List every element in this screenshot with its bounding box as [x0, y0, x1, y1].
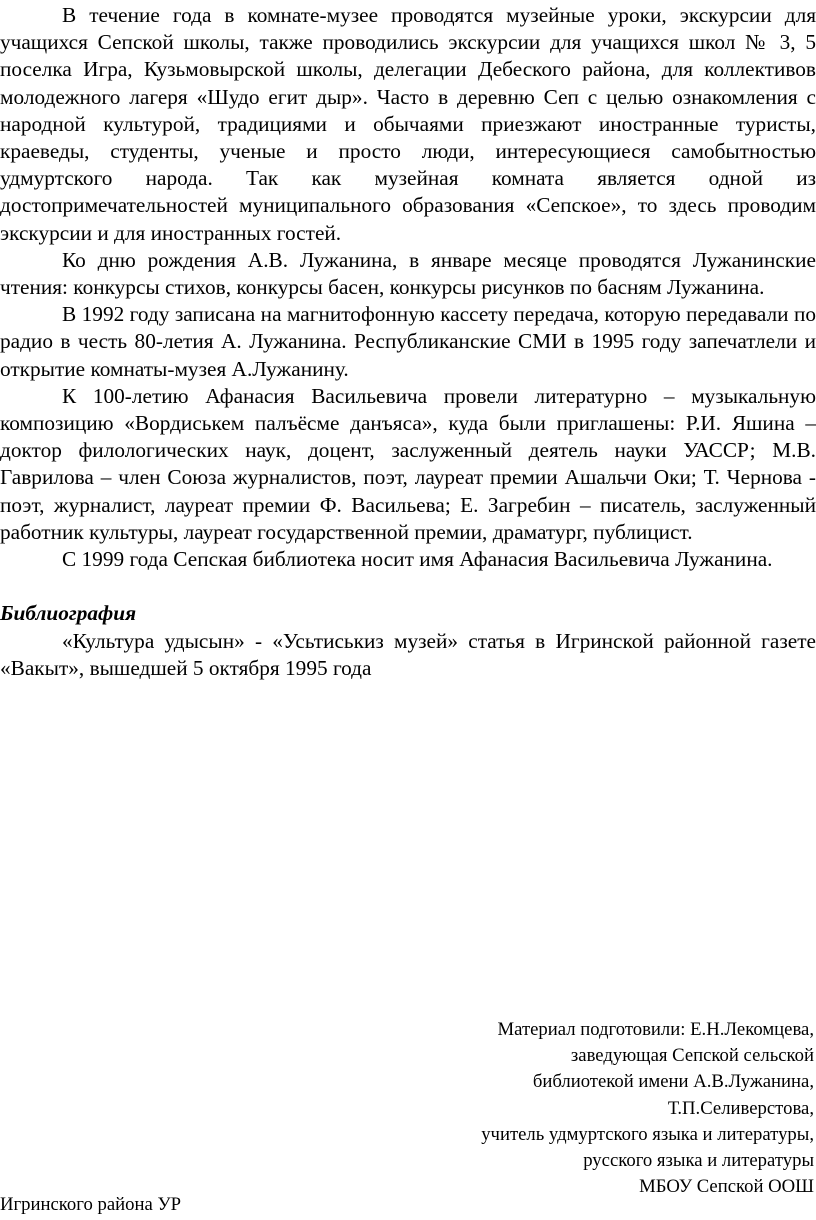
signature-line: Материал подготовили: Е.Н.Лекомцева, — [497, 1019, 814, 1040]
paragraph-radio-recording: В 1992 году записана на магнитофонную кассету передача, которую передавали по радио в честь 80-летия А. Лужанина. Республиканские СМИ в 1995 году запечатлели и открытие комнаты-музея А.Лужанину. — [0, 302, 816, 381]
signature-line: русского языка и литературы — [583, 1150, 814, 1172]
paragraph-luzhanin-readings: Ко дню рождения А.В. Лужанина, в январе месяце проводятся Лужанинские чтения: конкурсы стихов, конкурсы басен, конкурсы рисунков по басням Лужанина. — [0, 247, 816, 300]
signature-line: библиотекой имени А.В.Лужанина, — [532, 1071, 814, 1093]
bibliography-entry: «Культура удысын» - «Усьтиськиз музей» статья в Игринской районной газете «Вакыт», вышедшей 5 октября 1995 года — [0, 628, 816, 680]
section-spacer — [0, 573, 816, 600]
paragraph-museum-lessons: В течение года в комнате-музее проводятся музейные уроки, экскурсии для учащихся Сепской школы, также проводились экскурсии для учащихся школ № 3, 5 поселка Игра, Кузьмовырской школы, делегации Дебеского района, для коллективов молодежного лагеря «Шудо егит дыр». Часто в деревню Сеп с целью ознакомления с народной культурой, традициями и обычаями приезжают иностранные туристы, краеведы, студенты, ученые и просто люди, интересующиеся самобытностью удмуртского народа. Так как музейная комната является одной из достопримечательностей муниципального образования «Сепское», то здесь проводим экскурсии и для иностранных гостей. — [0, 3, 816, 245]
footer-region-text: Игринского района УР — [0, 1194, 182, 1215]
paragraph-centenary-composition: К 100-летию Афанасия Васильевича провели литературно – музыкальную композицию «Вордиськем палъёсме данъяса», куда были приглашены: Р.И. Яшина – доктор филологических наук, доцент, заслуженный деятель науки УАССР; М.В. Гаврилова – член Союза журналистов, поэт, лауреат премии Ашальчи Оки; Т. Чернова - поэт, журналист, лауреат премии Ф. Васильева; Е. Загребин – писатель, заслуженный работник культуры, лауреат государственной премии, драматург, публицист. — [0, 383, 816, 544]
signature-line: заведующая Сепской сельской — [570, 1045, 814, 1067]
document-body — [0, 2, 816, 682]
bibliography-heading: Библиография — [0, 601, 137, 626]
signature-line: МБОУ Сепской ООШ — [639, 1176, 814, 1198]
signature-line: Т.П.Селиверстова, — [667, 1097, 814, 1119]
paragraph-library-name: С 1999 года Сепская библиотека носит имя Афанасия Васильевича Лужанина. — [62, 547, 773, 572]
signature-line: учитель удмуртского языка и литературы, — [481, 1123, 814, 1145]
author-signature-block — [294, 1017, 814, 1200]
